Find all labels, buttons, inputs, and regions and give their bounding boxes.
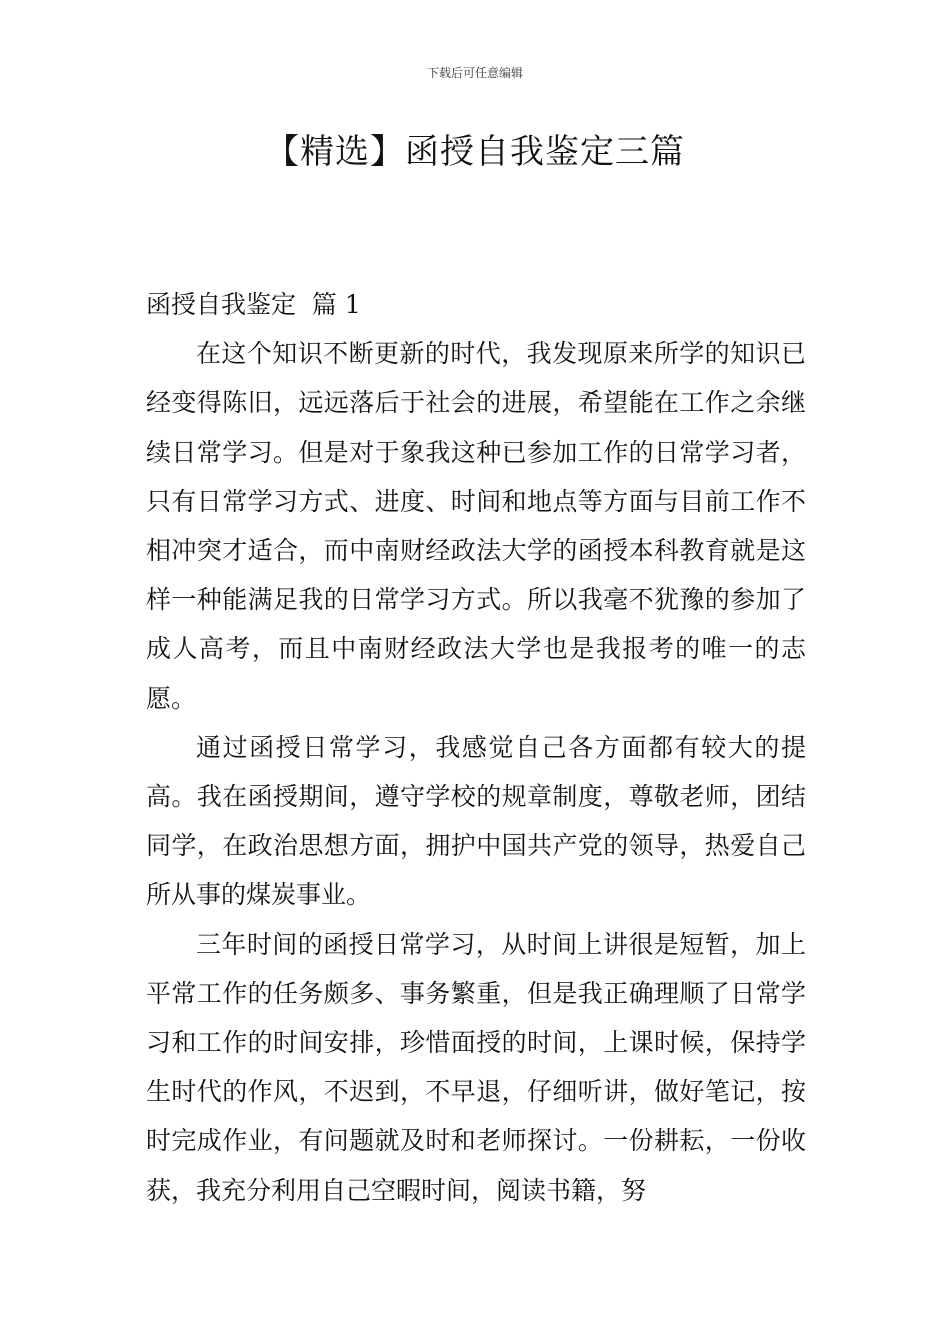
header-note: 下载后可任意编辑 bbox=[426, 66, 523, 80]
paragraph-1: 在这个知识不断更新的时代，我发现原来所学的知识已经变得陈旧，远远落后于社会的进展，希望能在工作之余继续日常学习。但是对于象我这种已参加工作的日常学习者，只有日常学习方式、进度、时间和地点等方面与目前工作不相冲突才适合，而中南财经政法大学的函授本科教育就是这样一种能满足我的日常学习方式。所以我毫不犹豫的参加了成人高考，而且中南财经政法大学也是我报考的唯一的志愿。 bbox=[146, 339, 806, 713]
paragraph-3: 三年时间的函授日常学习，从时间上讲很是短暂，加上平常工作的任务颇多、事务繁重，但是我正确理顺了日常学习和工作的时间安排，珍惜面授的时间，上课时候，保持学生时代的作风，不迟到，不早退，仔细听讲，做好笔记，按时完成作业，有问题就及时和老师探讨。一份耕耘，一份收获，我充分利用自己空暇时间，阅读书籍，努 bbox=[146, 929, 806, 1205]
document-body bbox=[146, 280, 806, 1215]
section-heading: 函授自我鉴定 篇 1 bbox=[146, 290, 361, 319]
document-title: 【精选】函授自我鉴定三篇 bbox=[265, 132, 685, 172]
paragraph-2: 通过函授日常学习，我感觉自己各方面都有较大的提高。我在函授期间，遵守学校的规章制度，尊敬老师，团结同学，在政治思想方面，拥护中国共产党的领导，热爱自己所从事的煤炭事业。 bbox=[146, 732, 806, 910]
